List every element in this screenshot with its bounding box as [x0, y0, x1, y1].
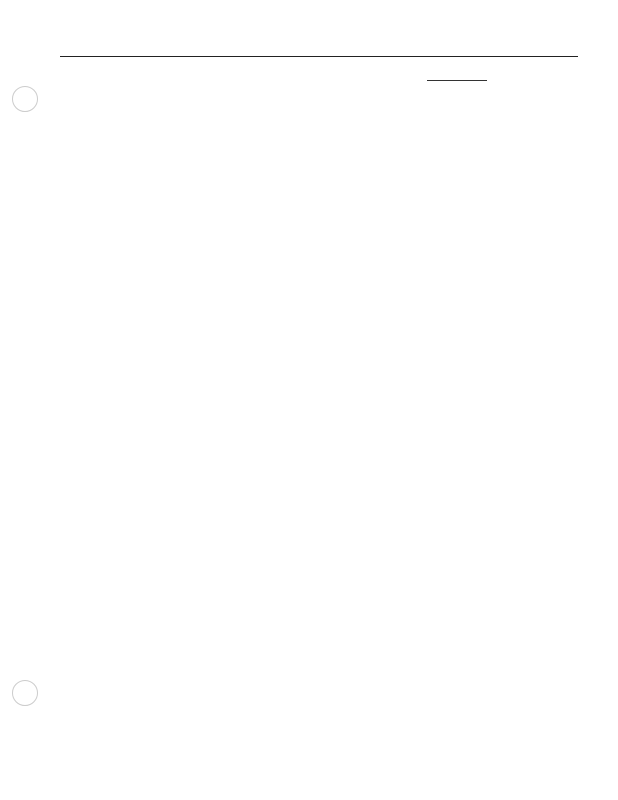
page-footer — [88, 763, 578, 781]
divider — [427, 80, 487, 81]
left-column — [45, 66, 310, 84]
running-header — [60, 38, 578, 57]
punch-hole-mark — [12, 680, 38, 706]
punch-hole-mark — [12, 86, 38, 112]
right-column — [328, 66, 585, 95]
